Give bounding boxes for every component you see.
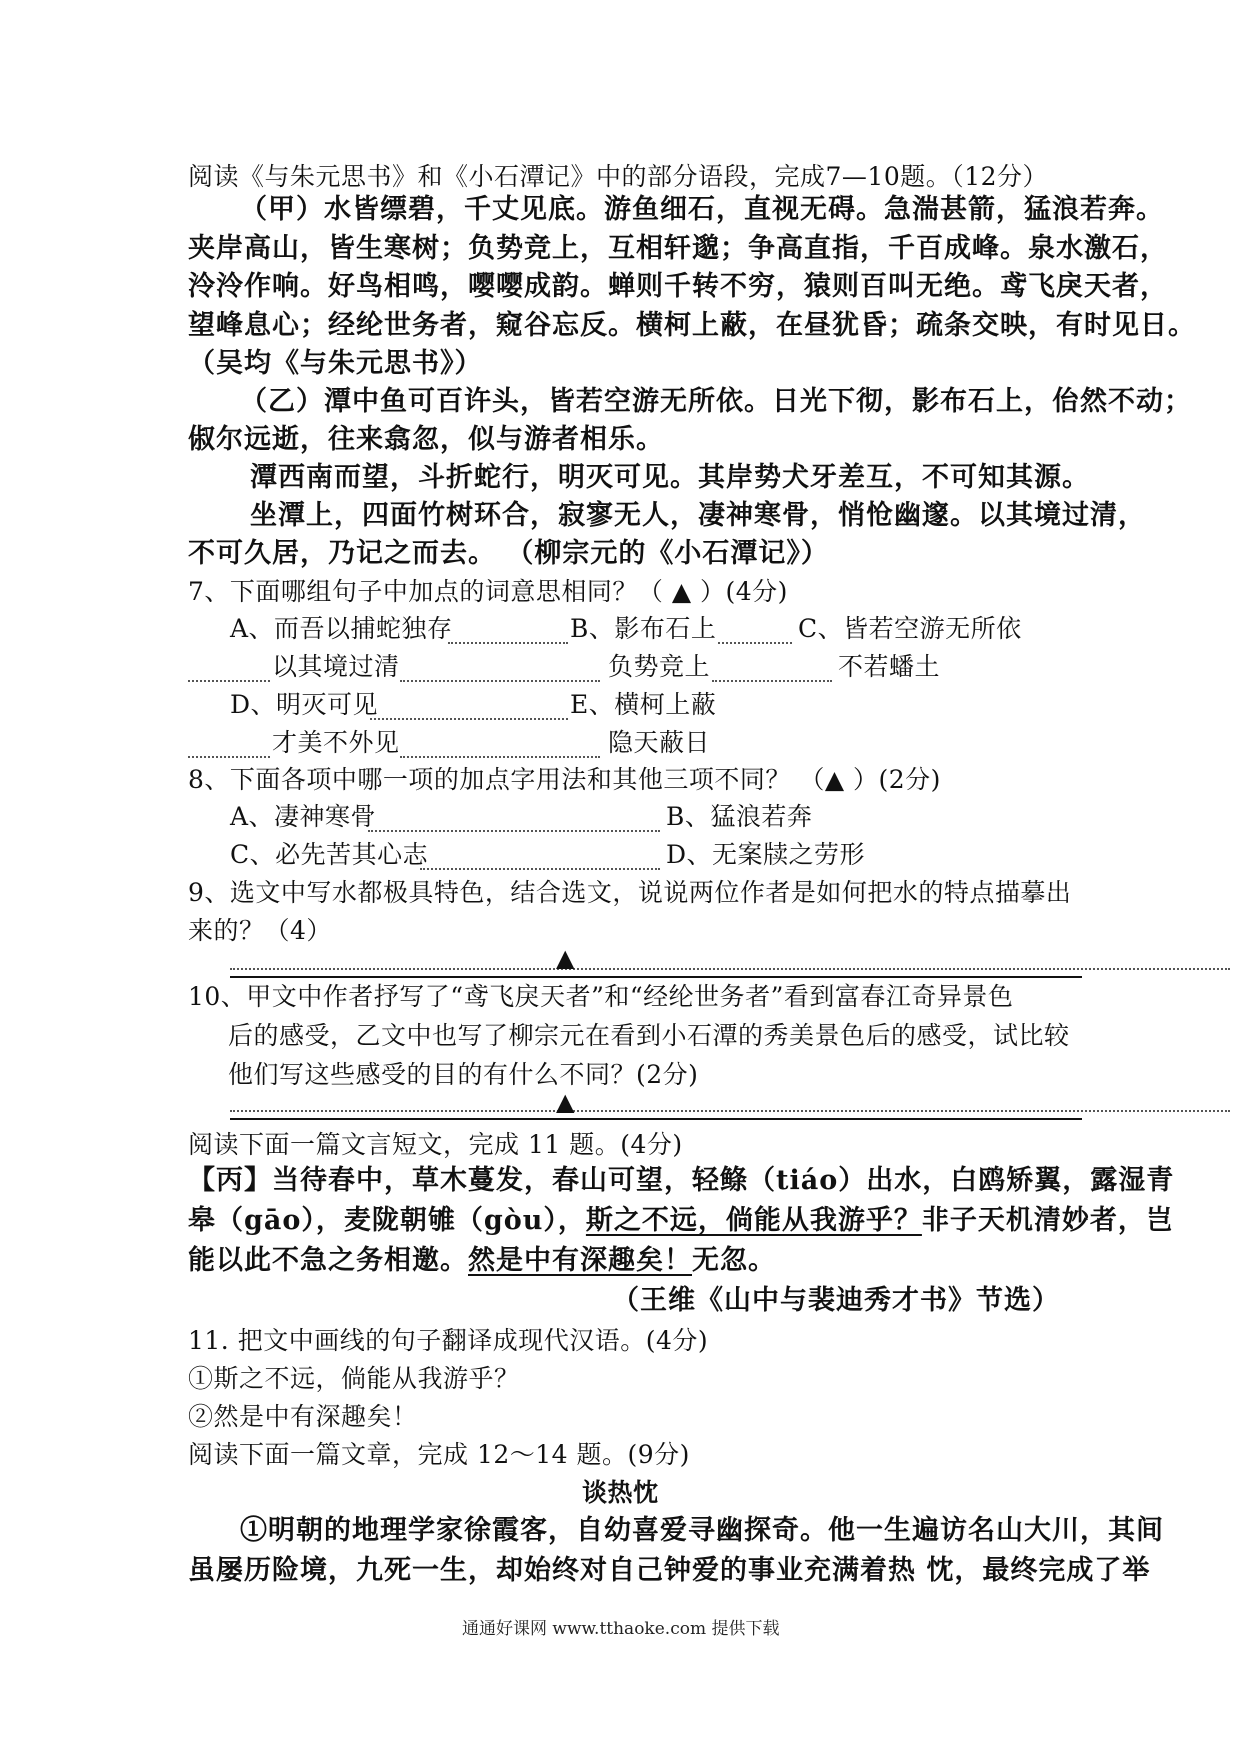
section1-intro: 阅读《与朱元思书》和《小石潭记》中的部分语段，完成7—10题。（12分） <box>188 162 1049 191</box>
q9-line-2: 来的？（4） <box>188 916 332 945</box>
q7-dots-a2-lead <box>188 680 270 682</box>
passage-jia-line-1: （甲）水皆缥碧，千丈见底。游鱼细石，直视无碍。急湍甚箭，猛浪若奔。 <box>240 194 1164 225</box>
passage-bing-underlined-1: 斯之不远，倘能从我游乎？ <box>585 1205 922 1236</box>
q7-option-c2: 不若蟠土 <box>838 652 941 681</box>
passage-bing-line-3c: 无忽。 <box>692 1245 776 1276</box>
q8-dots-c <box>420 868 660 870</box>
q8-stem: 8、下面各项中哪一项的加点字用法和其他三项不同？ （▲ ）(2分) <box>188 765 941 794</box>
q7-dots-a2 <box>400 680 600 682</box>
q7-option-e1: E、横柯上蔽 <box>570 690 717 719</box>
passage-bing-underlined-2: 然是中有深趣矣！ <box>468 1245 692 1276</box>
q7-dots-d1 <box>370 718 568 720</box>
q8-option-a: A、凄神寒骨 <box>230 802 377 831</box>
passage-bing-line-2a: 皋（gāo），麦陇朝雊（gòu）， <box>188 1205 586 1236</box>
article-p1-line-1: ①明朝的地理学家徐霞客，自幼喜爱寻幽探奇。他一生遍访名山大川，其间 <box>240 1515 1164 1546</box>
q7-option-d1: D、明灭可见 <box>230 690 379 719</box>
page-footer: 通通好课网 www.tthaoke.com 提供下载 <box>462 1619 780 1639</box>
q8-dots-a <box>368 830 660 832</box>
q7-option-d2: 才美不外见 <box>272 728 400 757</box>
q7-option-a2: 以其境过清 <box>272 652 400 681</box>
q9-line-1: 9、选文中写水都极具特色，结合选文，说说两位作者是如何把水的特点描摹出 <box>188 878 1072 907</box>
q11-item-1: ①斯之不远，倘能从我游乎？ <box>188 1364 520 1393</box>
passage-bing-line-3a: 能以此不急之务相邀。 <box>188 1245 468 1276</box>
q11-item-2: ②然是中有深趣矣！ <box>188 1402 418 1431</box>
q9-answer-dots <box>230 968 1230 970</box>
q7-option-b1: B、影布石上 <box>570 614 717 643</box>
passage-bing-line-1: 【丙】当待春中，草木蔓发，春山可望，轻鲦（tiáo）出水，白鸥矫翼，露湿青 <box>188 1165 1175 1196</box>
q11-stem: 11. 把文中画线的句子翻译成现代汉语。(4分) <box>188 1326 709 1355</box>
q8-option-c: C、必先苦其心志 <box>230 840 429 869</box>
q10-line-2: 后的感受，乙文中也写了柳宗元在看到小石潭的秀美景色后的感受，试比较 <box>228 1021 1070 1050</box>
q7-dots-a1 <box>448 642 568 644</box>
article-title: 谈热忱 <box>582 1478 659 1507</box>
passage-jia-line-3: 泠泠作响。好鸟相鸣，嘤嘤成韵。蝉则千转不穷，猿则百叫无绝。鸢飞戾天者， <box>188 271 1168 302</box>
q9-answer-mark: ▲ <box>556 944 575 972</box>
q7-dots-b2 <box>712 680 832 682</box>
passage-yi-line-2: 俶尔远逝，往来翕忽，似与游者相乐。 <box>188 424 664 455</box>
q8-option-d: D、无案牍之劳形 <box>666 840 866 869</box>
article-p1-line-2: 虽屡历险境，九死一生，却始终对自己钟爱的事业充满着热 忱，最终完成了举 <box>188 1555 1151 1586</box>
q7-option-c1: C、皆若空游无所依 <box>798 614 1022 643</box>
passage-bing-line-2 <box>188 1204 1174 1238</box>
q7-dots-b1 <box>718 642 792 644</box>
section2-intro: 阅读下面一篇文言短文，完成 11 题。(4分) <box>188 1130 683 1159</box>
passage-yi-line-1: （乙）潭中鱼可百许头，皆若空游无所依。日光下彻，影布石上，佁然不动； <box>240 386 1192 417</box>
passage-jia-line-2: 夹岸高山，皆生寒树；负势竞上，互相轩邈；争高直指，千百成峰。泉水激石， <box>188 233 1168 264</box>
q7-dots-d2-lead <box>188 756 270 758</box>
passage-yi-line-5: 不可久居，乃记之而去。 （柳宗元的《小石潭记》） <box>188 538 829 569</box>
q7-stem: 7、下面哪组句子中加点的词意思相同？（ ▲ ）(4分) <box>188 577 788 606</box>
q7-option-b2: 负势竞上 <box>608 652 711 681</box>
passage-yi-line-4: 坐潭上，四面竹树环合，寂寥无人，凄神寒骨，悄怆幽邃。以其境过清， <box>250 500 1146 531</box>
q7-option-a1: A、而吾以捕蛇独存 <box>230 614 453 643</box>
q7-dots-d2 <box>400 756 600 758</box>
passage-jia-line-4: 望峰息心；经纶世务者，窥谷忘反。横柯上蔽，在昼犹昏；疏条交映，有时见日。 <box>188 310 1196 341</box>
q10-answer-mark: ▲ <box>556 1088 575 1116</box>
q7-option-e2: 隐天蔽日 <box>608 728 711 757</box>
q10-answer-rule <box>230 1118 1082 1120</box>
section3-intro: 阅读下面一篇文章，完成 12～14 题。(9分) <box>188 1440 690 1469</box>
q8-option-b: B、猛浪若奔 <box>666 802 813 831</box>
q10-line-1: 10、甲文中作者抒写了“鸢飞戾天者”和“经纶世务者”看到富春江奇异景色 <box>188 982 1014 1011</box>
q10-answer-dots <box>230 1110 1230 1112</box>
passage-bing-line-2c: 非子天机清妙者，岂 <box>921 1205 1174 1236</box>
q10-line-3: 他们写这些感受的目的有什么不同？(2分) <box>228 1060 699 1089</box>
passage-yi-line-3: 潭西南而望，斗折蛇行，明灭可见。其岸势犬牙差互，不可知其源。 <box>250 462 1090 493</box>
passage-bing-line-3 <box>188 1244 776 1278</box>
passage-jia-source: （吴均《与朱元思书》） <box>188 348 483 379</box>
passage-bing-source: （王维《山中与裴迪秀才书》节选） <box>612 1285 1060 1316</box>
q9-answer-rule <box>230 976 1082 978</box>
